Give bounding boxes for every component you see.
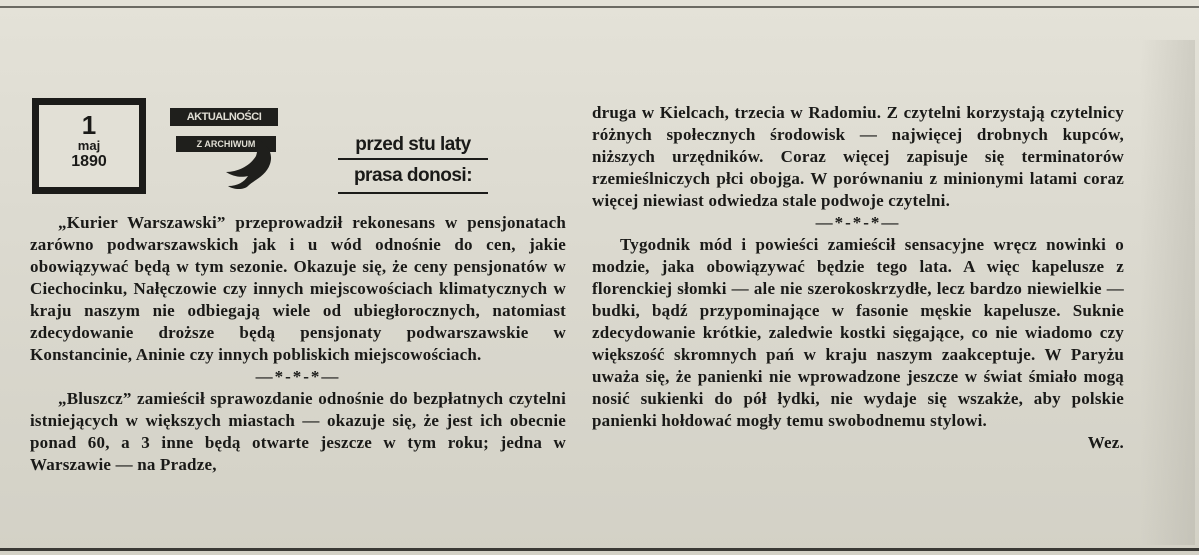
date-month: maj <box>77 138 101 153</box>
paragraph-kurier: „Kurier Warszawski” przeprowadził rekonesans w pensjonatach zarówno podwarszawskich jak i u wód odnośnie do cen, jakie obowiązywać będą w tym sezonie. Okazuje się, że ceny pensjonatów w Ciechocinku, Nałęczowie czy innych miejscowościach klimatycznych w kraju naszym nie odbiegają wiele od ubiegłorocznych, natomiast zdecydowanie droższe będą pensjonaty podwarszawskie w Konstancinie, Aninie czy innych pobliskich miejscowościach. <box>30 213 566 364</box>
paragraph-fashion: Tygodnik mód i powieści zamieścił sensacyjne wręcz nowinki o modzie, jaka obowiązywać będzie tego lata. A więc kapelusze z florenckiej słomki — ale nie szerokoskrzydłe, lecz bardzo niewielkie — budki, bądź przypominające w fasonie męskie kapelusze. Suknie zdecydowanie krótkie, zaledwie kostki sięgające, co nie wiadomo czy większość skromnych pań w kraju naszym zaakceptuje. W Paryżu uważa się, że panienki nie wprowadzone jeszcze w świat śmiało mogą nosić sukienki do pół łydki, nie wydaje się wszakże, aby polskie panienki hołdować mogły temu swobodnemu stylowi. <box>592 235 1124 430</box>
page-shadow <box>1140 40 1195 545</box>
heading-line2: prasa donosi: <box>338 160 488 194</box>
separator: —*-*-*— <box>255 367 341 386</box>
section-heading <box>338 132 488 194</box>
date-box <box>32 98 146 194</box>
column-logo <box>170 108 282 192</box>
heading-line1: przed stu laty <box>338 132 488 160</box>
logo-line2: Z ARCHIWUM <box>176 136 276 152</box>
article-column-1 <box>30 212 566 476</box>
paragraph-bluszcz: „Bluszcz” zamieścił sprawozdanie odnośnie do bezpłatnych czytelni istniejących w większych miastach — okazuje się, że jest ich obecnie ponad 60, a 3 inne będą otwarte jeszcze w tym roku; jedna w Warszawie — na Pradze, <box>30 389 566 474</box>
date-year: 1890 <box>71 153 107 170</box>
top-rule <box>0 6 1199 8</box>
separator: —*-*-*— <box>815 213 901 232</box>
quill-icon <box>214 136 280 192</box>
logo-line1: AKTUALNOŚCI <box>170 108 278 126</box>
date-day: 1 <box>81 110 97 140</box>
paragraph-bluszcz-continued: druga w Kielcach, trzecia w Radomiu. Z czytelni korzystają czytelnicy różnych społecznych środowisk — najwięcej drobnych kupców, niższych urzędników. Coraz więcej zapisuje się terminatorów rzemieślniczych płci obojga. W porównaniu z minionymi latami coraz więcej niewiast odwiedza stale podwoje czytelni. <box>592 103 1124 210</box>
author-signature: Wez. <box>1087 433 1124 452</box>
bottom-rule <box>0 548 1199 551</box>
article-column-2 <box>592 102 1124 454</box>
